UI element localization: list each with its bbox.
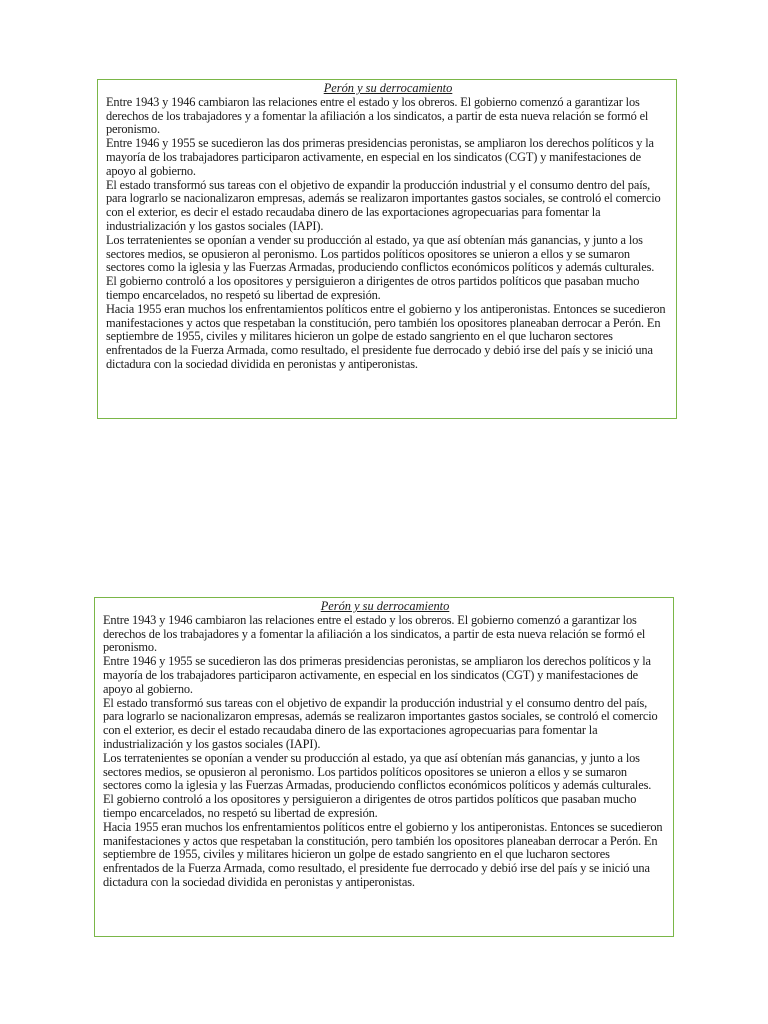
paragraph-5: El gobierno controló a los opositores y persiguieron a dirigentes de otros partidos políticos que pasaban mucho tiempo encarcelados, no respetó su libertad de expresión. xyxy=(106,274,640,302)
paragraph-6: Hacia 1955 eran muchos los enfrentamientos políticos entre el gobierno y los antiperonistas. Entonces se sucedieron manifestaciones y actos que respetaban la constitución, pero también los opositores planeaban derrocar a Perón. En septiembre de 1955, civiles y militares hicieron un golpe de estado sangriento en el que lucharon sectores enfrentados de la Fuerza Armada, como resultado, el presidente fue derrocado y debió irse del país y se inició una dictadura con la sociedad dividida en peronistas y antiperonistas. xyxy=(106,301,666,371)
paragraph-1: Entre 1943 y 1946 cambiaron las relaciones entre el estado y los obreros. El gobierno comenzó a garantizar los derechos de los trabajadores y a fomentar la afiliación a los sindicatos, a partir de esta nueva relación se formó el peronismo. xyxy=(103,612,646,655)
paragraph-5: El gobierno controló a los opositores y persiguieron a dirigentes de otros partidos políticos que pasaban mucho tiempo encarcelados, no respetó su libertad de expresión. xyxy=(103,792,637,820)
text-box-2 xyxy=(94,597,674,937)
card-title: Perón y su derrocamiento xyxy=(323,81,453,95)
paragraph-1: Entre 1943 y 1946 cambiaron las relaciones entre el estado y los obreros. El gobierno comenzó a garantizar los derechos de los trabajadores y a fomentar la afiliación a los sindicatos, a partir de esta nueva relación se formó el peronismo. xyxy=(106,94,649,137)
paragraph-4: Los terratenientes se oponían a vender su producción al estado, ya que así obtenían más ganancias, y junto a los sectores medios, se opusieron al peronismo. Los partidos políticos opositores se unieron a ellos y se sumaron sectores como la iglesia y las Fuerzas Armadas, produciendo conflictos económicos políticos y además culturales. xyxy=(103,750,652,793)
paragraph-2: Entre 1946 y 1955 se sucedieron las dos primeras presidencias peronistas, se ampliaron los derechos políticos y la mayoría de los trabajadores participaron activamente, en especial en los sindicatos (CGT) y manifestaciones de apoyo al gobierno. xyxy=(106,136,654,178)
paragraph-3: El estado transformó sus tareas con el objetivo de expandir la producción industrial y el consumo dentro del país, para lograrlo se nacionalizaron empresas, además se realizaron importantes gastos sociales, se controló el comercio con el exterior, es decir el estado recaudaba dinero de las exportaciones agropecuarias para fomentar la industrialización y los gastos sociales (IAPI). xyxy=(103,695,658,751)
paragraph-4: Los terratenientes se oponían a vender su producción al estado, ya que así obtenían más ganancias, y junto a los sectores medios, se opusieron al peronismo. Los partidos políticos opositores se unieron a ellos y se sumaron sectores como la iglesia y las Fuerzas Armadas, produciendo conflictos económicos políticos y además culturales. xyxy=(106,232,655,275)
card-title: Perón y su derrocamiento xyxy=(320,599,450,613)
paragraph-3: El estado transformó sus tareas con el objetivo de expandir la producción industrial y el consumo dentro del país, para lograrlo se nacionalizaron empresas, además se realizaron importantes gastos sociales, se controló el comercio con el exterior, es decir el estado recaudaba dinero de las exportaciones agropecuarias para fomentar la industrialización y los gastos sociales (IAPI). xyxy=(106,177,661,233)
paragraph-2: Entre 1946 y 1955 se sucedieron las dos primeras presidencias peronistas, se ampliaron los derechos políticos y la mayoría de los trabajadores participaron activamente, en especial en los sindicatos (CGT) y manifestaciones de apoyo al gobierno. xyxy=(103,654,651,696)
paragraph-6: Hacia 1955 eran muchos los enfrentamientos políticos entre el gobierno y los antiperonistas. Entonces se sucedieron manifestaciones y actos que respetaban la constitución, pero también los opositores planeaban derrocar a Perón. En septiembre de 1955, civiles y militares hicieron un golpe de estado sangriento en el que lucharon sectores enfrentados de la Fuerza Armada, como resultado, el presidente fue derrocado y debió irse del país y se inició una dictadura con la sociedad dividida en peronistas y antiperonistas. xyxy=(103,819,663,889)
text-box-1 xyxy=(97,79,677,419)
